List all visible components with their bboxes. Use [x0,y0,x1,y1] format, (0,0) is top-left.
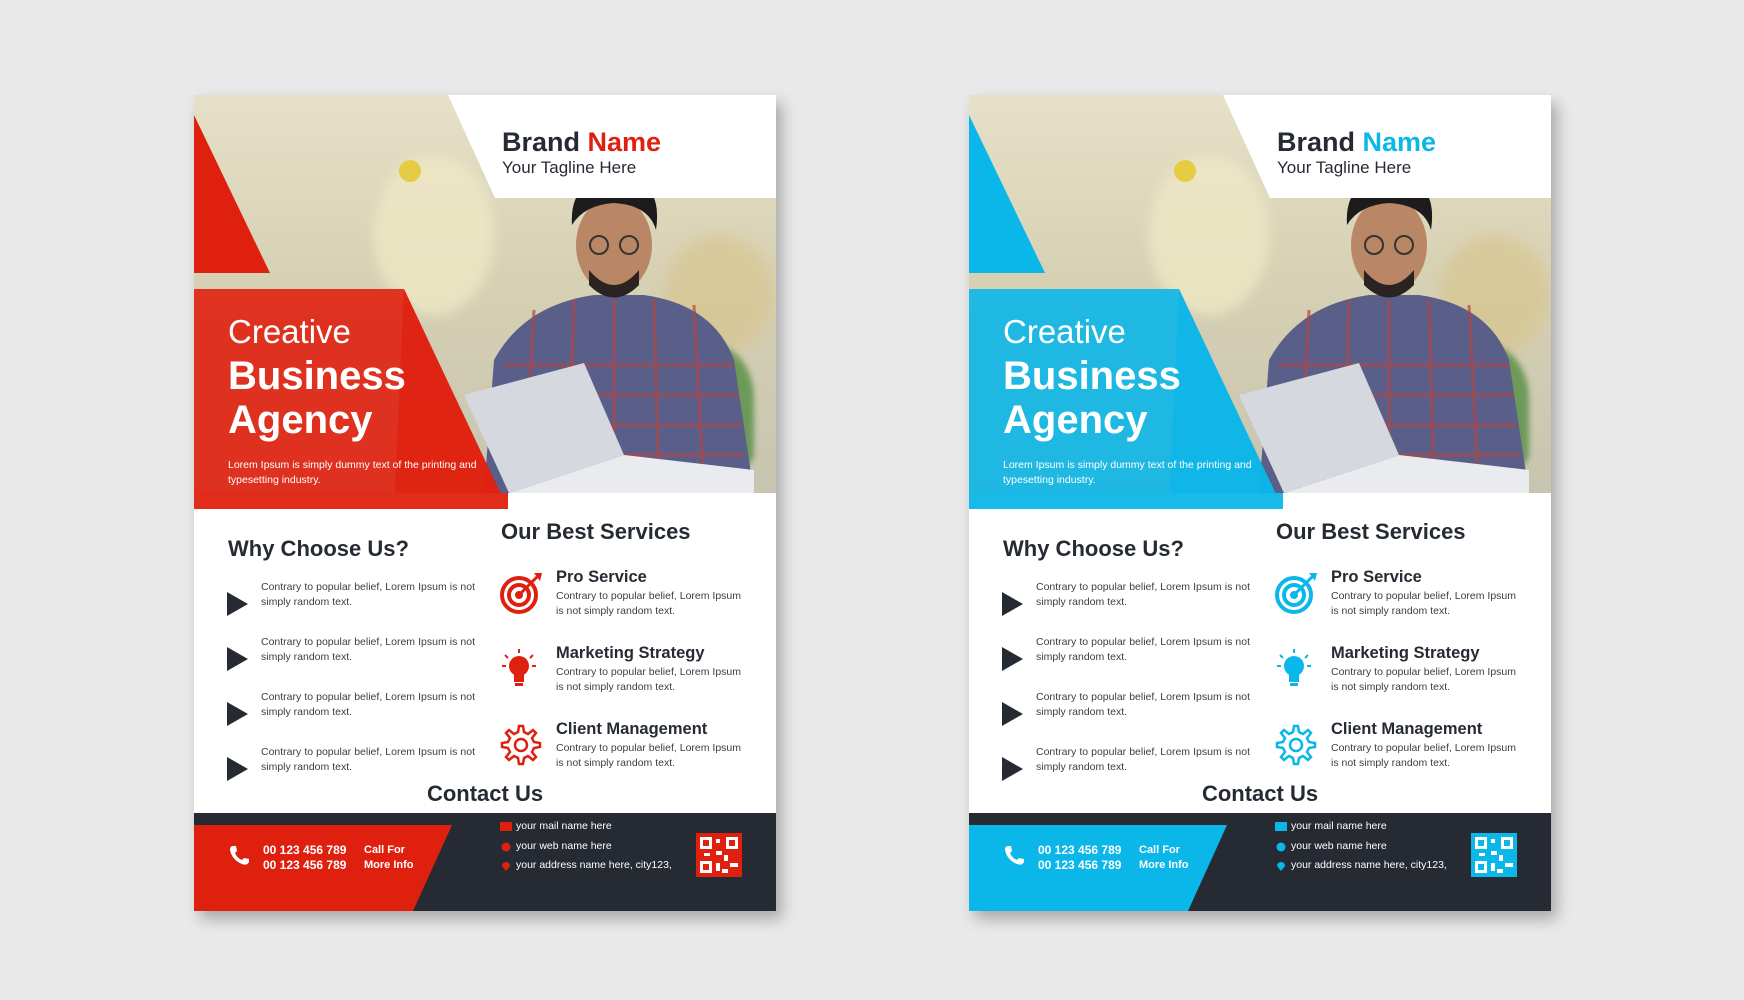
service-item: Marketing Strategy Contrary to popular belief, Lorem Ipsum is not simply random text. [500,644,770,720]
address-row: your address name here, city123, [500,858,700,878]
mail-row: your mail name here [500,819,700,839]
play-icon [1002,592,1023,616]
play-icon [1002,757,1023,781]
services-title: Our Best Services [501,519,691,544]
mail-icon [1275,822,1287,832]
globe-icon [1275,842,1287,852]
play-icon [227,647,248,671]
list-item: Contrary to popular belief, Lorem Ipsum is not simply random text. [999,580,1249,635]
play-icon [1002,702,1023,726]
hero-shapes [194,95,776,509]
why-choose-title: Why Choose Us? [1003,536,1184,561]
hero-headline: Creative Business Agency [228,313,406,442]
list-item: Contrary to popular belief, Lorem Ipsum is not simply random text. [224,580,474,635]
qr-code-icon [1471,833,1517,877]
play-icon [227,592,248,616]
phone-numbers: 00 123 456 789 00 123 456 789 [263,843,347,872]
brand-tagline: Your Tagline Here [1277,158,1412,177]
mail-icon [500,822,512,832]
hero-headline: Creative Business Agency [1003,313,1181,442]
play-icon [1002,647,1023,671]
phone-numbers: 00 123 456 789 00 123 456 789 [1038,843,1122,872]
contact-footer [969,813,1551,911]
why-choose-title: Why Choose Us? [228,536,409,561]
service-item: Marketing Strategy Contrary to popular belief, Lorem Ipsum is not simply random text. [1275,644,1545,720]
target-icon [1275,571,1319,615]
phone-icon [1002,844,1026,868]
gear-icon [500,723,544,767]
play-icon [227,702,248,726]
location-pin-icon [500,861,512,871]
services-list [1275,568,1545,796]
play-icon [227,757,248,781]
list-item: Contrary to popular belief, Lorem Ipsum is not simply random text. [999,635,1249,690]
call-for-info: Call For More Info [1139,844,1189,871]
list-item: Contrary to popular belief, Lorem Ipsum is not simply random text. [999,690,1249,745]
address-row: your address name here, city123, [1275,858,1475,878]
contact-info [500,819,700,878]
flyer-red [194,95,776,911]
services-list [500,568,770,796]
why-choose-list [224,580,474,800]
why-choose-list [999,580,1249,800]
target-icon [500,571,544,615]
list-item: Contrary to popular belief, Lorem Ipsum is not simply random text. [224,635,474,690]
list-item: Contrary to popular belief, Lorem Ipsum is not simply random text. [999,745,1249,800]
contact-info [1275,819,1475,878]
web-row: your web name here [1275,839,1475,859]
contact-title: Contact Us [1201,781,1319,806]
contact-footer [194,813,776,911]
brand-tagline: Your Tagline Here [502,158,637,177]
lightbulb-icon [1275,647,1319,691]
globe-icon [500,842,512,852]
hero-description: Lorem Ipsum is simply dummy text of the printing and typesetting industry. [1003,459,1252,486]
list-item: Contrary to popular belief, Lorem Ipsum is not simply random text. [224,690,474,745]
brand-name: Brand Name [1277,127,1437,157]
mail-row: your mail name here [1275,819,1475,839]
flyer-blue [969,95,1551,911]
qr-code-icon [696,833,742,877]
contact-title: Contact Us [426,781,544,806]
hero-description: Lorem Ipsum is simply dummy text of the printing and typesetting industry. [228,459,477,486]
service-item: Client Management Contrary to popular belief, Lorem Ipsum is not simply random text. [1275,720,1545,796]
service-item: Pro Service Contrary to popular belief, Lorem Ipsum is not simply random text. [500,568,770,644]
hero-shapes [969,95,1551,509]
brand-name: Brand Name [502,127,662,157]
list-item: Contrary to popular belief, Lorem Ipsum is not simply random text. [224,745,474,800]
service-item: Client Management Contrary to popular belief, Lorem Ipsum is not simply random text. [500,720,770,796]
lightbulb-icon [500,647,544,691]
web-row: your web name here [500,839,700,859]
location-pin-icon [1275,861,1287,871]
services-title: Our Best Services [1276,519,1466,544]
service-item: Pro Service Contrary to popular belief, Lorem Ipsum is not simply random text. [1275,568,1545,644]
call-for-info: Call For More Info [364,844,414,871]
phone-icon [227,844,251,868]
gear-icon [1275,723,1319,767]
